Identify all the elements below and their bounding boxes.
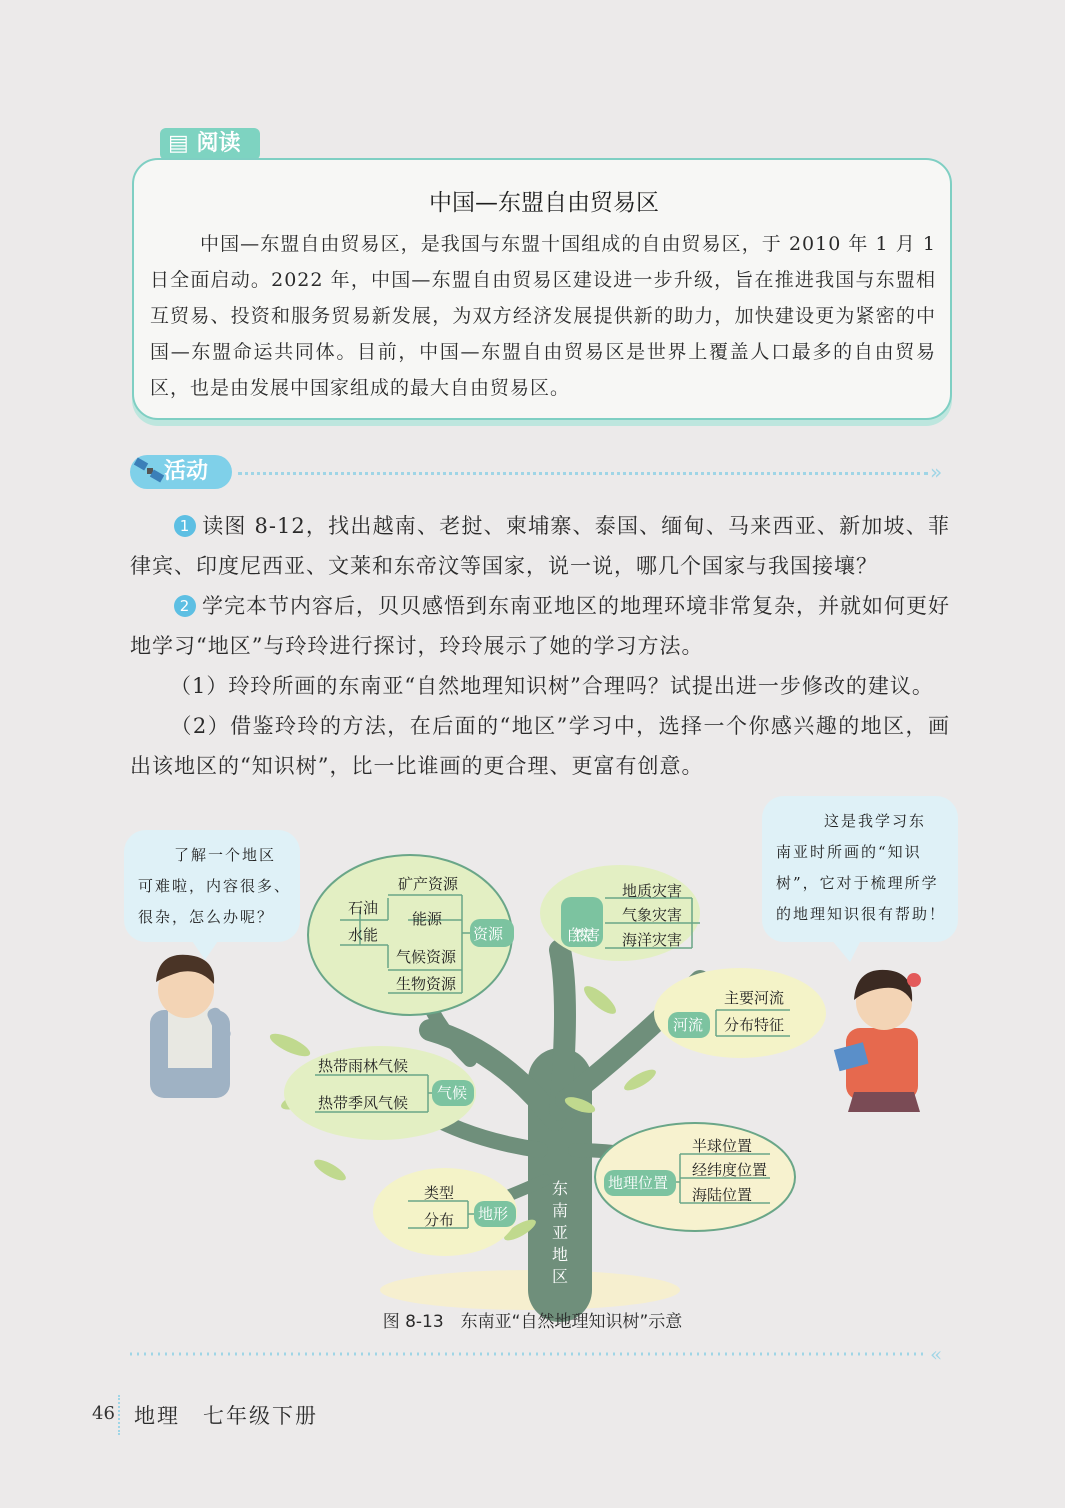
- activity-tag-label: 活动: [164, 459, 209, 484]
- trunk-label-char: 地: [552, 1245, 569, 1264]
- disasters-label: 自然灾害: [566, 926, 600, 944]
- girl-bubble-tail: [830, 938, 862, 962]
- reading-body-text: 中国—东盟自由贸易区，是我国与东盟十国组成的自由贸易区，于 2010 年 1 月 1 日全面启动。2022 年，中国—东盟自由贸易区建设进一步升级，旨在推进我国与东盟相互贸易、投资和服务贸易新发展，为双方经济发展提供新的助力，加快建设更为紧密的中国—东盟命运共同体。目前，中国—东盟自由贸易区是世界上覆盖人口最多的自由贸易区，也是由发展中国家组成的最大自由贸易区。: [150, 233, 936, 399]
- resource-item-biology: 生物资源: [396, 975, 457, 993]
- landform-item-type: 类型: [424, 1184, 455, 1202]
- reading-tag-label: 阅读: [196, 131, 241, 156]
- double-chevron-right-icon: »: [930, 460, 943, 484]
- disaster-item-ocean: 海洋灾害: [622, 931, 683, 949]
- resource-item-mineral: 矿产资源: [398, 875, 459, 893]
- resources-label: 资源: [473, 925, 504, 943]
- book-title: 地理 七年级下册: [134, 1404, 318, 1428]
- energy-sub-oil: 石油: [348, 899, 379, 917]
- reading-title: 中国—东盟自由贸易区: [429, 190, 659, 216]
- figure-caption: 图 8-13 东南亚“自然地理知识树”示意: [382, 1312, 683, 1332]
- item-number-2: 2: [174, 595, 196, 617]
- resource-item-climate: 气候资源: [396, 948, 457, 966]
- location-label: 地理位置: [608, 1174, 669, 1192]
- location-item-landsea: 海陆位置: [692, 1186, 753, 1204]
- location-item-hemisphere: 半球位置: [692, 1137, 753, 1155]
- trunk-label: [552, 1179, 568, 1286]
- boy-speech-line-3: 很杂，怎么办呢？: [138, 908, 275, 926]
- energy-sub-hydro: 水能: [348, 926, 379, 944]
- trunk-label-char: 亚: [552, 1223, 569, 1242]
- rivers-label: 河流: [673, 1016, 704, 1034]
- location-item-latlong: 经纬度位置: [692, 1161, 768, 1179]
- item-number-1: 1: [174, 515, 196, 537]
- sub-text-2: （2）借鉴玲玲的方法，在后面的“地区”学习中，选择一个你感兴趣的地区，画出该地区的“知识树”，比一比谁画的更合理、更富有创意。: [130, 714, 950, 778]
- girl-speech-line-2: 南亚时所画的“知识: [776, 843, 922, 861]
- trunk-label-char: 东: [552, 1179, 569, 1198]
- page-number-dots: [118, 1395, 120, 1435]
- page-number: 46: [92, 1403, 115, 1424]
- item-text-1: 读图 8-12，找出越南、老挝、柬埔寨、泰国、缅甸、马来西亚、新加坡、菲律宾、印度尼西亚、文莱和东帝汶等国家，说一说，哪几个国家与我国接壤？: [130, 514, 950, 578]
- landform-item-distribution: 分布: [424, 1211, 455, 1229]
- girl-speech-line-4: 的地理知识很有帮助！: [776, 905, 947, 923]
- book-icon: ▤: [168, 131, 197, 156]
- double-chevron-left-icon: «: [930, 1342, 943, 1366]
- boy-illustration: [150, 955, 233, 1098]
- disaster-item-weather: 气象灾害: [622, 906, 683, 924]
- girl-illustration: [834, 970, 921, 1112]
- river-item-main: 主要河流: [724, 989, 785, 1007]
- boy-speech-line-2: 可难啦，内容很多、: [138, 877, 292, 895]
- girl-speech-line-1: 这是我学习东: [824, 812, 927, 830]
- landform-label: 地形: [478, 1205, 509, 1223]
- climate-item-rainforest: 热带雨林气候: [318, 1057, 409, 1075]
- sub-text-1: （1）玲玲所画的东南亚“自然地理知识树”合理吗？试提出进一步修改的建议。: [170, 674, 934, 698]
- disaster-item-geo: 地质灾害: [622, 882, 683, 900]
- trunk-label-char: 南: [552, 1201, 569, 1220]
- trunk-label-char: 区: [552, 1267, 569, 1286]
- climate-item-monsoon: 热带季风气候: [318, 1094, 409, 1112]
- boy-speech-line-1: 了解一个地区: [174, 846, 277, 864]
- resource-item-energy: 能源: [412, 910, 443, 928]
- girl-speech-line-3: 树”，它对于梳理所学: [776, 874, 939, 892]
- item-text-2: 学完本节内容后，贝贝感悟到东南亚地区的地理环境非常复杂，并就如何更好地学习“地区”与玲玲进行探讨，玲玲展示了她的学习方法。: [130, 594, 950, 658]
- river-item-distribution: 分布特征: [724, 1016, 785, 1034]
- climate-label: 气候: [437, 1084, 468, 1102]
